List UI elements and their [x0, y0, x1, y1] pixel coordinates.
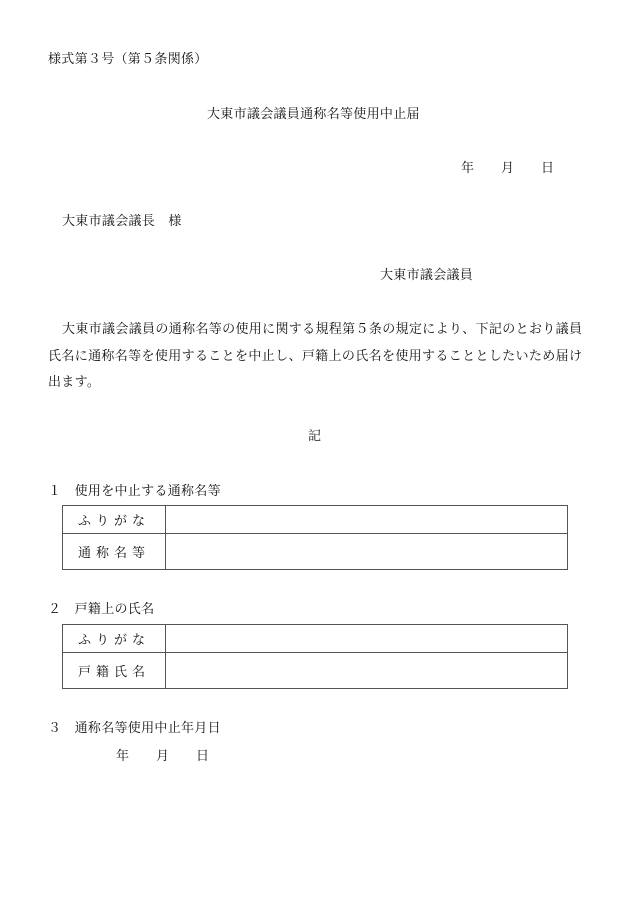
- section1-heading: １ 使用を中止する通称名等: [48, 484, 221, 499]
- date-month: 月: [501, 161, 515, 176]
- body-line-2: 氏名に通称名等を使用することを中止し、戸籍上の氏名を使用することとしたいため届け: [48, 349, 582, 364]
- furigana-field[interactable]: [166, 625, 568, 653]
- stop-date-day: 日: [196, 749, 210, 764]
- date-day: 日: [541, 161, 555, 176]
- section2-table: [62, 624, 568, 689]
- stop-date-year: 年: [116, 749, 130, 764]
- common-name-label: 通称名等: [63, 534, 166, 570]
- family-register-name-label: 戸籍氏名: [63, 653, 166, 689]
- date-year: 年: [461, 161, 475, 176]
- section3-heading: ３ 通称名等使用中止年月日: [48, 721, 221, 736]
- common-name-field[interactable]: [166, 534, 568, 570]
- family-register-name-field[interactable]: [166, 653, 568, 689]
- furigana-label: ふりがな: [63, 625, 166, 653]
- ki-label: 記: [308, 429, 322, 444]
- furigana-field[interactable]: [166, 506, 568, 534]
- section1-table: [62, 505, 568, 570]
- furigana-label: ふりがな: [63, 506, 166, 534]
- addressee: 大東市議会議長 様: [62, 214, 182, 229]
- document-title: 大東市議会議員通称名等使用中止届: [207, 107, 420, 122]
- body-line-3: 出ます。: [48, 375, 101, 390]
- section2-heading: ２ 戸籍上の氏名: [48, 602, 155, 617]
- body-line-1: 大東市議会議員の通称名等の使用に関する規程第５条の規定により、下記のとおり議員: [62, 322, 582, 337]
- stop-date-month: 月: [156, 749, 170, 764]
- sender: 大東市議会議員: [380, 268, 474, 283]
- form-number: 様式第３号（第５条関係）: [48, 52, 208, 67]
